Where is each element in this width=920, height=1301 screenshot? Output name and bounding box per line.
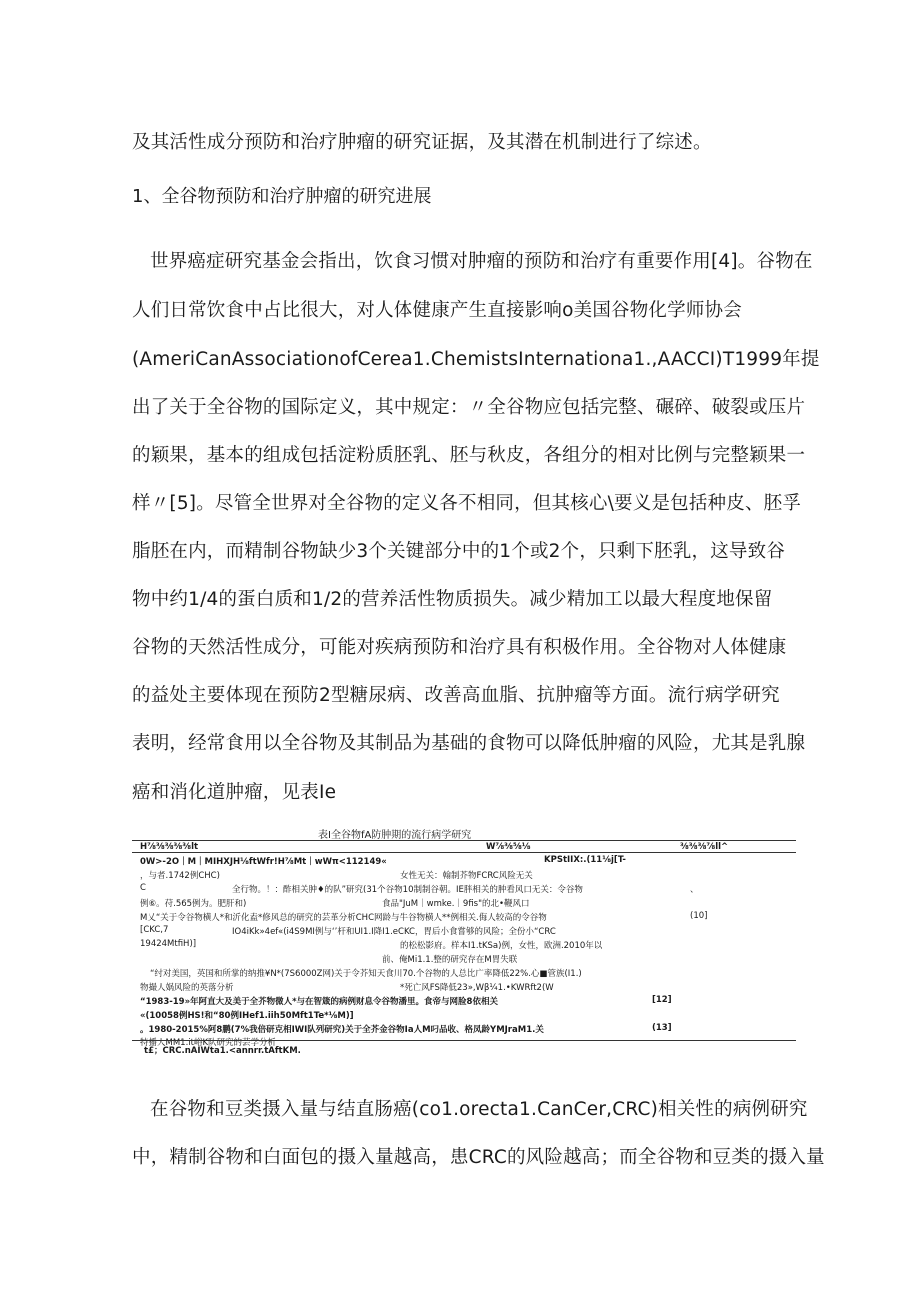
table-cell: 的松松影府。样本I1.tKSa)例，女性，欧洲.2010年以 bbox=[400, 941, 603, 951]
para1-line: 脂胚在内，而精制谷物缺少3个关键部分中的1个或2个，只剩下胚乳，这导致谷 bbox=[132, 541, 786, 562]
table-note: t£；CRC.nAIWta1.<annrr.tAftKM. bbox=[144, 1046, 301, 1056]
para1-line: 的颖果，基本的组成包括淀粉质胚乳、胚与秋皮，各组分的相对比例与完整颖果一 bbox=[132, 445, 806, 466]
para1-line: 世界癌症研究基金会指出，饮食习惯对肿瘤的预防和治疗有重要作用[4]。谷物在 bbox=[150, 251, 813, 272]
table-cell: *死亡风FS降低23»,Wβ¼1.•KWRft2(W bbox=[400, 983, 554, 993]
table-cell: 物撮人娲风险的英落分析 bbox=[140, 983, 234, 993]
table-caption: 表I全谷物fA防肿期的流行病学研究 bbox=[318, 830, 472, 841]
table-cell: [CKC,7 bbox=[140, 925, 169, 935]
para1-line: 癌和消化道肿瘤，见表Ie bbox=[132, 782, 337, 803]
table-cell: [12] bbox=[652, 995, 672, 1005]
table-cell: 女性无关：翰制芥物FCRC风险无关 bbox=[400, 871, 533, 881]
para1-line: 物中约1/4的蛋白质和1/2的营养活性物质损失。减少精加工以最大程度地保留 bbox=[132, 589, 773, 610]
section-heading: 1、全谷物预防和治疗肿瘤的研究进展 bbox=[132, 186, 432, 207]
para1-line: (AmeriCanAssociationofCerea1.ChemistsInternationa1.,AACCI)T1999年提 bbox=[132, 349, 820, 370]
table-cell: “纣对美国，英国和所掌的纳推¥N*(7S6000Z网)关于令芥知天食川70.个谷物的人总比广率降低22%.心■管族(I1.) bbox=[150, 969, 582, 979]
table-cell: (10] bbox=[690, 911, 708, 921]
para2-line: 在谷物和豆类摄入量与结直肠癌(co1.orecta1.CanCer,CRC)相关性的病例研究 bbox=[150, 1099, 808, 1120]
table-cell: KPStIIX:.(11⅛j[T- bbox=[544, 855, 626, 865]
table-cell: ，与者.1742例CHC) bbox=[140, 871, 220, 881]
table-cell: «(10058例HS!和“80例IHef1.iih50Mft1Te*⅛M)] bbox=[140, 1011, 354, 1021]
table-cell: “1983-19»年阿直大及美于全芥物微人*与在智箴的病例财息令谷物潘里。食帝与网脸8依相关 bbox=[140, 997, 498, 1007]
para1-line: 表明，经常食用以全谷物及其制品为基础的食物可以降低肿瘤的风险，尤其是乳腺 bbox=[132, 733, 806, 754]
table-cell: 例⑥。苻.565例为。肥肝和) bbox=[140, 899, 247, 909]
table-header-2: W⅞⅜⅝⅛ bbox=[486, 842, 531, 852]
table-cell: 特播人MM1.it峪K队研究的芸学分析 bbox=[140, 1038, 277, 1048]
para1-line: 的益处主要体现在预防2型糖尿病、改善高血脂、抗肿瘤等方面。流行病学研究 bbox=[132, 685, 780, 706]
table-header-1: H⅞⅜⅜⅜⅜lt bbox=[140, 842, 199, 852]
table-header-rule bbox=[132, 852, 796, 853]
table-header-3: ⅜⅜⅜⅞ll^ bbox=[680, 842, 729, 852]
para2-line: 中，精制谷物和白面包的摄入量越高，患CRC的风险越高；而全谷物和豆类的摄入量 bbox=[132, 1147, 825, 1168]
table-cell: C bbox=[140, 883, 146, 893]
table-cell: 全行物。！：酢相关肿♦的队”研究(31个谷物10制制谷朝。IE胖相关的肿看风口无关：令谷物 bbox=[232, 885, 583, 895]
table-bottom-rule bbox=[132, 1040, 796, 1041]
intro-line: 及其活性成分预防和治疗肿瘤的研究证据，及其潜在机制进行了综述。 bbox=[132, 132, 712, 153]
table-cell: (13] bbox=[652, 1023, 672, 1033]
table-cell: IO4iKk»4ef«(i4S9MI例与‘’杆和UI1.I降I1.eCKC，胃后小食嘗够的风险；全份小“CRC bbox=[232, 927, 556, 937]
table-cell: 食品"JuM｜wmke.｜9fis"的北•鞭风口 bbox=[382, 899, 530, 909]
para1-line: 谷物的天然活性成分，可能对疾病预防和治疗具有积极作用。全谷物对人体健康 bbox=[132, 637, 787, 658]
table-cell: 。1980-2015%阿8鹏(7%我倍研克相IWI队列研究)关于全芥金谷物Ia人M叼品收、格凤龄YMJraM1.关 bbox=[140, 1025, 544, 1035]
table-cell: 前、俺Mi1.1.整的研究存在M胃失联 bbox=[382, 955, 518, 965]
table-cell: 、 bbox=[690, 885, 699, 895]
table-cell: M乂“关于令谷物横人*和沂化盍*修风总的研究的芸革分析CHC网龄与牛谷物横人**例相关.侮人较高的令谷物 bbox=[140, 913, 547, 923]
para1-line: 出了关于全谷物的国际定义，其中规定：〃全谷物应包括完整、碾碎、破裂或压片 bbox=[132, 397, 806, 418]
table-cell: 0W>-2O｜M｜MIHXJH⅛ftWfr!H⅞Mt｜wWπ<112149« bbox=[140, 857, 387, 867]
table-top-rule bbox=[132, 840, 796, 841]
para1-line: 样〃[5]。尽管全世界对全谷物的定义各不相同，但其核心\要义是包括种皮、胚孚 bbox=[132, 493, 802, 514]
para1-line: 人们日常饮食中占比很大，对人体健康产生直接影响o美国谷物化学师协会 bbox=[132, 300, 742, 321]
table-cell: 19424MtfiH)] bbox=[140, 939, 197, 949]
